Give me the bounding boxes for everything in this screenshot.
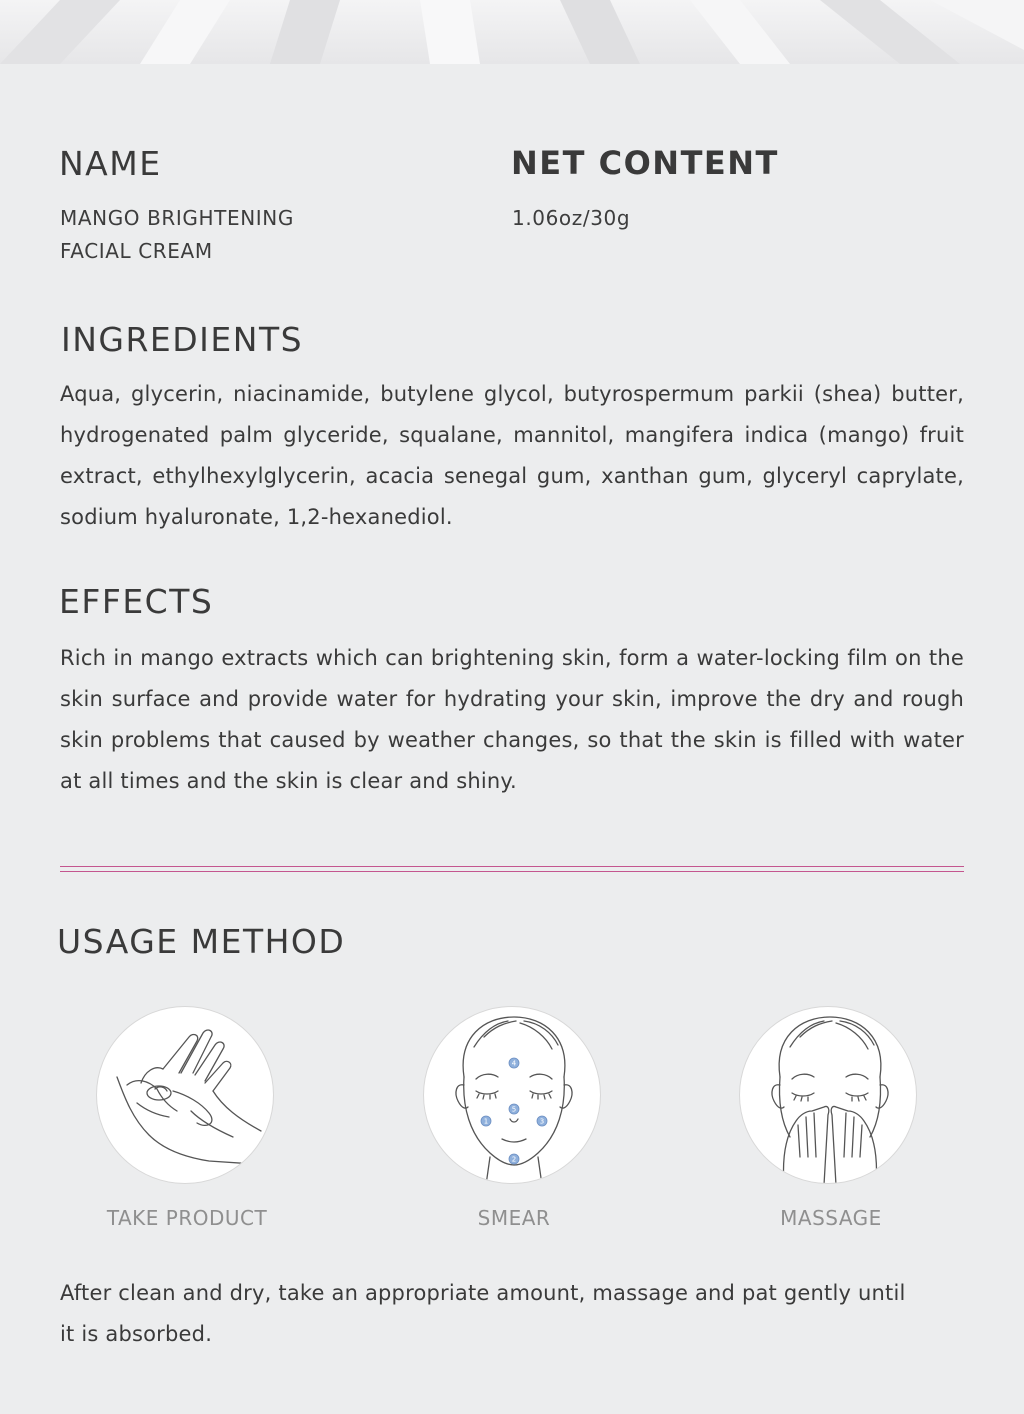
hand-take-product-icon xyxy=(97,1007,274,1184)
name-heading: NAME xyxy=(59,144,162,183)
usage-instruction-line-2: it is absorbed. xyxy=(60,1322,213,1346)
face-massage-hands-icon xyxy=(740,1007,917,1184)
step-label-smear: SMEAR xyxy=(477,1206,551,1230)
section-divider xyxy=(60,866,964,872)
net-content-value: 1.06oz/30g xyxy=(512,206,631,230)
smear-point-3: 3 xyxy=(539,1117,545,1126)
step-label-massage: MASSAGE xyxy=(780,1206,882,1230)
usage-method-heading: USAGE METHOD xyxy=(57,922,346,961)
smear-point-4: 4 xyxy=(511,1059,517,1068)
step-smear xyxy=(423,1006,601,1184)
step-take-product xyxy=(96,1006,274,1184)
ingredients-text: Aqua, glycerin, niacinamide, butylene glycol, butyrospermum parkii (shea) butter, hydrogenated palm glyceride, squalane, mannitol, mangifera indica (mango) fruit extract, ethylhexylglycerin, acacia senegal gum, xanthan gum, glyceryl caprylate, sodium hyaluronate, 1,2-hexanediol. xyxy=(60,382,964,529)
top-banner-decoration xyxy=(0,0,1024,64)
usage-instructions xyxy=(60,1273,964,1355)
effects-text: Rich in mango extracts which can brightening skin, form a water-locking film on the skin surface and provide water for hydrating your skin, improve the dry and rough skin problems that caused by weather changes, so that the skin is filled with water at all times and the skin is clear and shiny. xyxy=(60,646,964,793)
product-name-line-2: FACIAL CREAM xyxy=(60,239,213,263)
net-content-heading: NET CONTENT xyxy=(511,144,779,182)
ingredients-heading: INGREDIENTS xyxy=(61,320,304,359)
face-smear-points-icon xyxy=(424,1007,601,1184)
step-massage xyxy=(739,1006,917,1184)
step-label-take-product: TAKE PRODUCT xyxy=(106,1206,268,1230)
product-name-line-1: MANGO BRIGHTENING xyxy=(60,206,294,230)
effects-heading: EFFECTS xyxy=(59,582,214,621)
smear-point-2: 2 xyxy=(511,1155,517,1164)
smear-point-5: 5 xyxy=(511,1105,517,1114)
usage-instruction-line-1: After clean and dry, take an appropriate amount, massage and pat gently until xyxy=(60,1281,906,1305)
smear-point-1: 1 xyxy=(483,1117,489,1126)
